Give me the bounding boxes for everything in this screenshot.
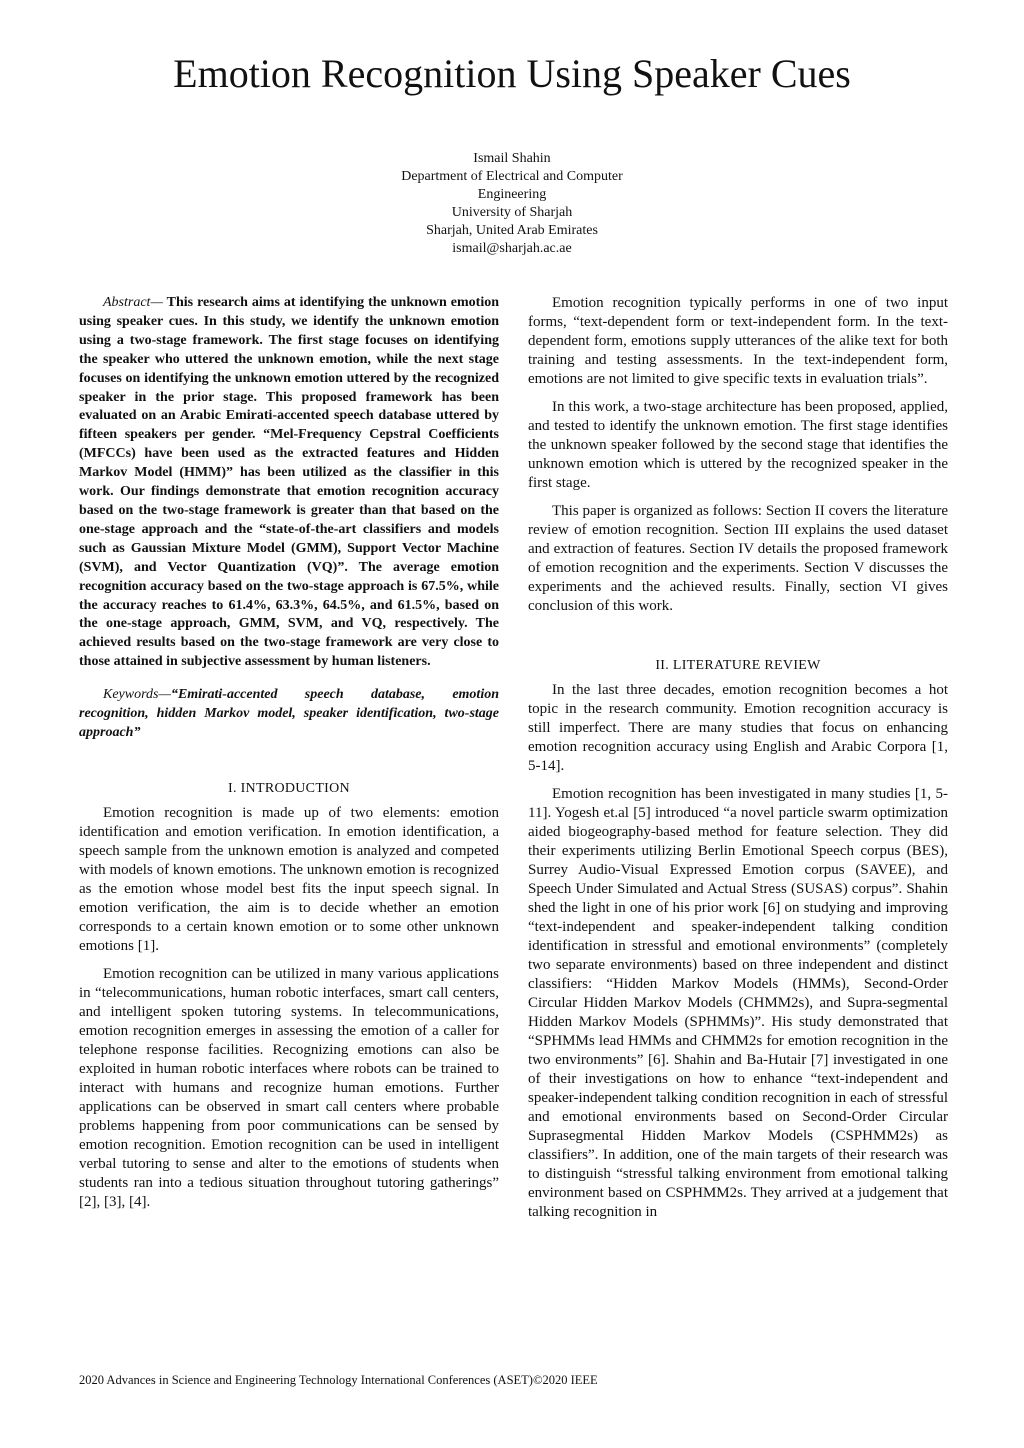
intro-paragraph-2: Emotion recognition can be utilized in many various applications in “telecommunications, human robotic interfaces, smart call centers, and intelligent spoken tutoring systems. In telecommunications, emotion recognition emerges in assessing the emotion of a caller for telephone response facilities. Recognizing emotions can also be exploited in human robotic interfaces where robots can be trained to interact with humans and recognize human emotions. Further applications can be observed in smart call centers where probable problems happening from poor communications can be sensed by emotion recognition. Emotion recognition can be used in intelligent verbal tutoring to sense and alter to the emotions of students when students ran into a tedious situation throughout tutoring gatherings” [2], [3], [4]. bbox=[79, 965, 499, 1210]
author-name: Ismail Shahin bbox=[473, 151, 551, 166]
keywords bbox=[79, 686, 499, 743]
author-block bbox=[0, 150, 1024, 258]
abstract bbox=[79, 294, 499, 672]
keywords-label: Keywords— bbox=[103, 687, 171, 703]
intro-paragraph-5: This paper is organized as follows: Section II covers the literature review of emotion recognition. Section III explains the used dataset and extraction of features. Section IV details the proposed framework of emotion recognition and the experiments. Section V discusses the experiments and the achieved results. Finally, section VI gives conclusion of this work. bbox=[528, 503, 948, 614]
conference-footer: 2020 Advances in Science and Engineering Technology International Conferences (ASET)©2020 IEEE bbox=[79, 1373, 598, 1387]
lit-paragraph-2: Emotion recognition has been investigated in many studies [1, 5-11]. Yogesh et.al [5] introduced “a novel particle swarm optimization aided biogeography-based method for feature selection. They did their experiments utilizing Berlin Emotional Speech corpus (BES), Surrey Audio-Visual Expressed Emotion corpus (SAVEE), and Speech Under Simulated and Actual Stress (SUSAS) corpus”. Shahin shed the light in one of his prior work [6] on studying and improving “text-independent and speaker-independent talking condition identification in stressful and emotional environments” (completely two separate environments) based on three independent and distinct classifiers: “Hidden Markov Models (HMMs), Second-Order Circular Hidden Markov Models (CHMM2s), and Supra-segmental Hidden Markov Models (SPHMMs)”. His study demonstrated that “SPHMMs lead HMMs and CHMM2s for emotion recognition in the two environments” [6]. Shahin and Ba-Hutair [7] investigated in one of their investigations on how to enhance “text-independent and speaker-independent talking condition recognition in each of stressful and emotional environments based on Second-Order Circular Suprasegmental Hidden Markov Models (CSPHMM2s) as classifiers”. In addition, one of the main targets of their research was to distinguish “stressful talking environment from emotional talking environment based on CSPHMM2s. They arrived at a judgement that talking recognition in bbox=[528, 786, 948, 1220]
author-department-cont: Engineering bbox=[477, 187, 547, 202]
intro-paragraph-4: In this work, a two-stage architecture has been proposed, applied, and tested to identify the unknown emotion. The first stage identifies the unknown speaker followed by the second stage that identifies the unknown emotion which is uttered by the recognized speaker in the first stage. bbox=[528, 399, 948, 491]
section-heading-literature: II. LITERATURE REVIEW bbox=[655, 658, 821, 673]
abstract-label: Abstract— bbox=[103, 295, 163, 310]
author-university: University of Sharjah bbox=[451, 205, 573, 220]
intro-paragraph-3: Emotion recognition typically performs in one of two input forms, “text-dependent form or text-independent form. In the text-dependent form, emotions supply utterances of the alike text for both training and testing assessments. In the text-independent form, emotions are not limited to give specific texts in evaluation trials”. bbox=[528, 295, 948, 387]
intro-paragraph-1: Emotion recognition is made up of two elements: emotion identification and emotion verification. In emotion identification, a speech sample from the unknown emotion is analyzed and competed with models of known emotions. The unknown emotion is recognized as the emotion whose model best fits the input speech signal. In emotion verification, the aim is to decide whether an emotion corresponds to a certain known emotion or to some other unknown emotions [1]. bbox=[79, 804, 499, 954]
right-column bbox=[528, 294, 948, 1231]
lit-paragraph-1: In the last three decades, emotion recognition becomes a hot topic in the research community. Emotion recognition accuracy is still imperfect. There are many studies that focus on enhancing emotion recognition accuracy using English and Arabic Corpora [1, 5-14]. bbox=[528, 682, 948, 774]
section-heading-introduction: I. INTRODUCTION bbox=[228, 780, 350, 796]
author-department: Department of Electrical and Computer bbox=[401, 169, 623, 184]
paper-title: Emotion Recognition Using Speaker Cues bbox=[173, 51, 851, 96]
left-column bbox=[79, 294, 499, 1221]
author-location: Sharjah, United Arab Emirates bbox=[426, 223, 598, 238]
abstract-text: This research aims at identifying the unknown emotion using speaker cues. In this study, we identify the unknown emotion using a two-stage framework. The first stage focuses on identifying the speaker who uttered the unknown emotion, while the next stage focuses on identifying the unknown emotion uttered by the recognized speaker in the prior stage. This proposed framework has been evaluated on an Arabic Emirati-accented speech database uttered by fifteen speakers per gender. “Mel-Frequency Cepstral Coefficients (MFCCs) have been used as the extracted features and Hidden Markov Model (HMM)” has been utilized as the classifier in this work. Our findings demonstrate that emotion recognition accuracy based on the two-stage framework is greater than that based on the one-stage approach and the “state-of-the-art classifiers and models such as Gaussian Mixture Model (GMM), Support Vector Machine (SVM), and Vector Quantization (VQ)”. The average emotion recognition accuracy based on the two-stage approach is 67.5%, while the accuracy reaches to 61.4%, 63.3%, 64.5%, and 61.5%, based on the one-stage approach, GMM, SVM, and VQ, respectively. The achieved results based on the two-stage framework are very close to those attained in subjective assessment by human listeners. bbox=[79, 295, 500, 670]
author-email: ismail@sharjah.ac.ae bbox=[452, 241, 572, 256]
keywords-text: “Emirati-accented speech database, emotion recognition, hidden Markov model, speaker identification, two-stage approach” bbox=[79, 687, 499, 740]
